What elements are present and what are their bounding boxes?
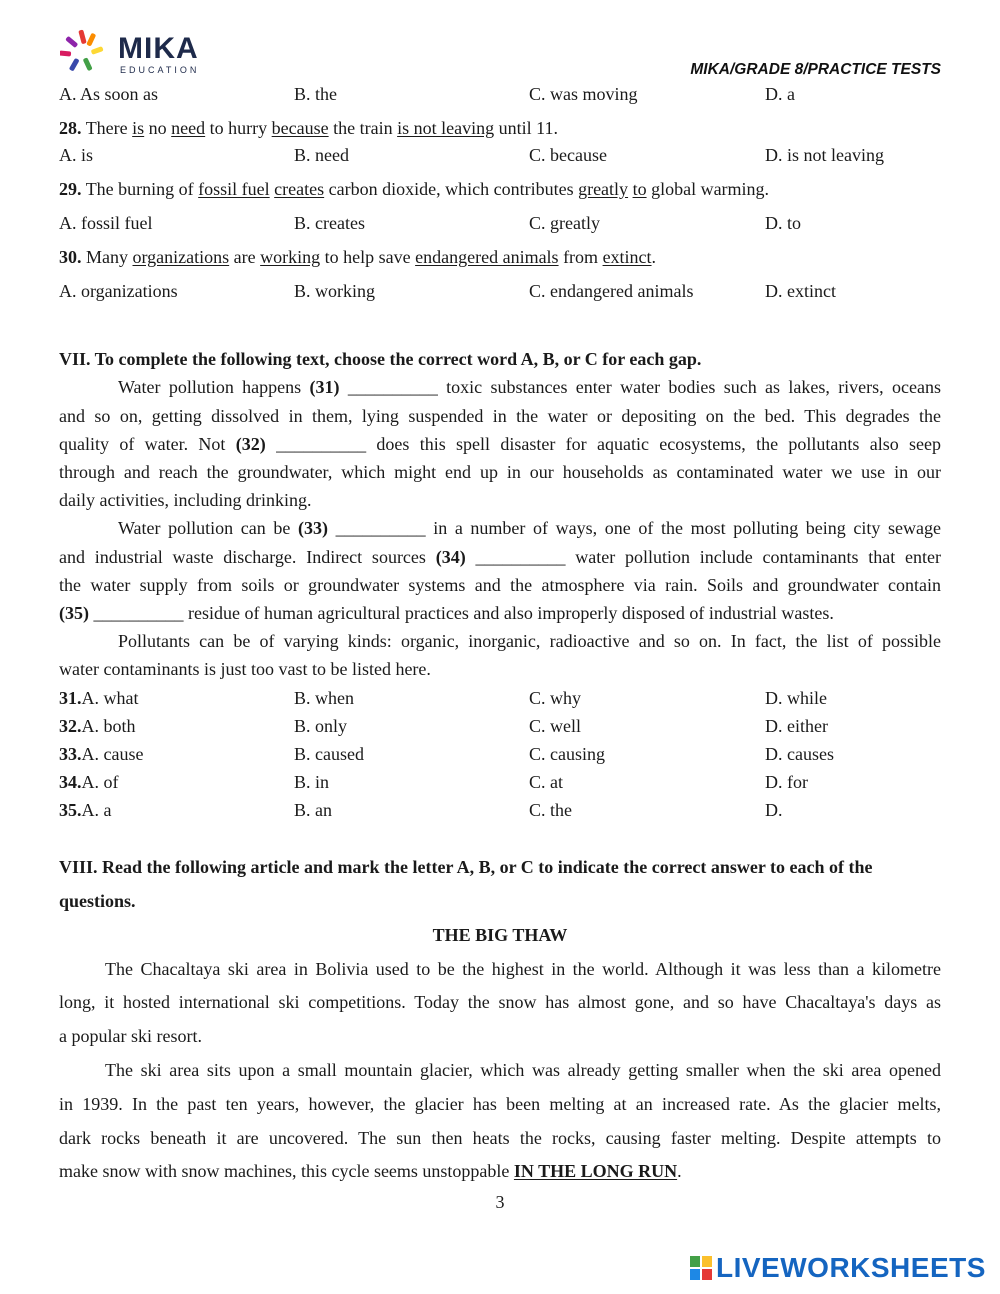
underlined: is not leaving xyxy=(397,118,495,138)
option: C. the xyxy=(529,800,572,820)
passage-line xyxy=(59,547,941,568)
passage-line xyxy=(59,518,941,539)
option: C. was moving xyxy=(529,84,638,104)
passage-line xyxy=(59,377,941,398)
text: . xyxy=(651,247,657,267)
option: B. caused xyxy=(294,744,364,764)
option: C. well xyxy=(529,716,581,736)
text: no xyxy=(144,118,172,138)
text: __________ in a number of ways, one of the most polluting being city sewage xyxy=(327,518,941,538)
section-8-heading-cont: questions. xyxy=(59,891,136,911)
underlined: is xyxy=(132,118,145,138)
option: B. an xyxy=(294,800,332,820)
passage-line xyxy=(59,603,834,624)
section-7-heading: VII. To complete the following text, choose the correct word A, B, or C for each gap. xyxy=(59,349,702,369)
q30-options xyxy=(59,281,949,305)
option: D. a xyxy=(765,84,795,104)
underlined: need xyxy=(171,118,206,138)
option: B. creates xyxy=(294,213,365,233)
option: D. for xyxy=(765,772,808,792)
option: A. organizations xyxy=(59,281,178,301)
question-30 xyxy=(59,247,656,268)
passage-line: Pollutants can be of varying kinds: organic, inorganic, radioactive and so on. In fact, the list of possible xyxy=(118,631,941,651)
option: B. need xyxy=(294,145,349,165)
text: __________ water pollution include contaminants that enter xyxy=(465,547,942,567)
gap-number: (32) xyxy=(235,434,266,454)
passage-line: and so on, getting dissolved in them, lying suspended in the water or depositing on the bed. This degrades the xyxy=(59,406,941,426)
option: A. what xyxy=(81,688,139,708)
option: D. xyxy=(765,800,783,820)
question-number: 28. xyxy=(59,118,82,138)
option: D. to xyxy=(765,213,801,233)
passage-line xyxy=(59,434,941,455)
text: make snow with snow machines, this cycle seems unstoppable xyxy=(59,1161,514,1181)
article-line: dark rocks beneath it are uncovered. The sun then heats the rocks, causing faster melting. Despite attempts to xyxy=(59,1128,941,1148)
q28-options xyxy=(59,145,949,169)
watermark-text: LIVEWORKSHEETS xyxy=(716,1252,986,1283)
emphasized-phrase: IN THE LONG RUN xyxy=(513,1161,678,1181)
passage-line: water contaminants is just too vast to be listed here. xyxy=(59,659,431,679)
underlined: greatly xyxy=(578,179,629,199)
text: . xyxy=(677,1161,682,1181)
brand-name: MIKA xyxy=(118,32,199,65)
option: A. As soon as xyxy=(59,84,159,104)
question-29 xyxy=(59,179,769,200)
question-number: 30. xyxy=(59,247,82,267)
question-number: 34. xyxy=(59,772,82,792)
question-number: 31. xyxy=(59,688,82,708)
underlined: working xyxy=(260,247,321,267)
brand-sub: EDUCATION xyxy=(120,65,200,75)
text: __________ residue of human agricultural practices and also improperly disposed of industrial wastes. xyxy=(89,603,834,623)
option: B. in xyxy=(294,772,330,792)
answer-row-33 xyxy=(59,744,949,768)
option: D. is not leaving xyxy=(765,145,884,165)
option: B. when xyxy=(294,688,354,708)
text: until 11. xyxy=(494,118,558,138)
text: to hurry xyxy=(205,118,272,138)
question-number: 33. xyxy=(59,744,82,764)
option: D. either xyxy=(765,716,828,736)
option: C. at xyxy=(529,772,563,792)
article-line: a popular ski resort. xyxy=(59,1026,202,1046)
header-title: MIKA/GRADE 8/PRACTICE TESTS xyxy=(690,61,941,78)
article-line: in 1939. In the past ten years, however, the glacier has been melting at an increased rate. As the glacier melts, xyxy=(59,1094,941,1114)
underlined: organizations xyxy=(132,247,230,267)
option: A. cause xyxy=(81,744,144,764)
option: C. because xyxy=(529,145,607,165)
option: C. why xyxy=(529,688,582,708)
gap-number: (33) xyxy=(297,518,328,538)
underlined: to xyxy=(632,179,647,199)
answer-row-32 xyxy=(59,716,949,740)
option: A. is xyxy=(59,145,94,165)
underlined: creates xyxy=(274,179,325,199)
option: A. of xyxy=(81,772,119,792)
text: to help save xyxy=(320,247,416,267)
q29-options xyxy=(59,213,949,237)
question-number: 35. xyxy=(59,800,82,820)
text: There xyxy=(85,118,133,138)
text: __________ toxic substances enter water bodies such as lakes, rivers, oceans xyxy=(339,377,941,397)
passage-line: daily activities, including drinking. xyxy=(59,490,312,510)
article-title: THE BIG THAW xyxy=(432,925,568,945)
article-line: The ski area sits upon a small mountain glacier, which was already getting smaller when the ski area opened xyxy=(105,1060,941,1080)
text: carbon dioxide, which contributes xyxy=(324,179,579,199)
answer-row-34 xyxy=(59,772,949,796)
page-number: 3 xyxy=(495,1192,505,1212)
underlined: endangered animals xyxy=(415,247,559,267)
option: D. while xyxy=(765,688,827,708)
text: Water pollution happens xyxy=(118,377,310,397)
text: Many xyxy=(86,247,133,267)
underlined: extinct xyxy=(602,247,652,267)
article-line: The Chacaltaya ski area in Bolivia used to be the highest in the world. Although it was less than a kilometre xyxy=(105,959,941,979)
option: C. causing xyxy=(529,744,605,764)
option: D. causes xyxy=(765,744,834,764)
answer-row-35 xyxy=(59,800,949,824)
mika-logo xyxy=(60,28,210,78)
option: D. extinct xyxy=(765,281,836,301)
article-line xyxy=(59,1161,682,1182)
option: C. endangered animals xyxy=(529,281,694,301)
option: A. a xyxy=(81,800,112,820)
option: A. fossil fuel xyxy=(59,213,153,233)
gap-number: (35) xyxy=(59,603,89,623)
mika-logo-icon xyxy=(60,28,108,76)
text: are xyxy=(229,247,261,267)
text: global warming. xyxy=(646,179,770,199)
section-8-heading: VIII. Read the following article and mark the letter A, B, or C to indicate the correct answer to each of the xyxy=(59,857,873,877)
text: The burning of xyxy=(85,179,199,199)
option: B. the xyxy=(294,84,337,104)
q27-options xyxy=(59,84,949,108)
passage-line: the water supply from soils or groundwater systems and the atmosphere via rain. Soils and groundwater contain xyxy=(59,575,941,595)
gap-number: (31) xyxy=(309,377,340,397)
article-line: long, it hosted international ski competitions. Today the snow has almost gone, and so have Chacaltaya's days as xyxy=(59,992,941,1012)
question-number: 32. xyxy=(59,716,82,736)
text: Water pollution can be xyxy=(118,518,298,538)
text: from xyxy=(558,247,603,267)
underlined: because xyxy=(271,118,329,138)
question-28 xyxy=(59,118,558,139)
text: __________ does this spell disaster for aquatic ecosystems, the pollutants also seep xyxy=(265,434,942,454)
option: B. only xyxy=(294,716,348,736)
option: C. greatly xyxy=(529,213,600,233)
underlined: fossil fuel xyxy=(198,179,270,199)
text: the train xyxy=(328,118,398,138)
question-number: 29. xyxy=(59,179,82,199)
option: A. both xyxy=(81,716,136,736)
liveworksheets-watermark xyxy=(690,1254,990,1284)
text: quality of water. Not xyxy=(59,434,236,454)
option: B. working xyxy=(294,281,375,301)
liveworksheets-logo-icon xyxy=(690,1256,712,1280)
gap-number: (34) xyxy=(435,547,466,567)
answer-row-31 xyxy=(59,688,949,712)
text: and industrial waste discharge. Indirect sources xyxy=(59,547,436,567)
passage-line: through and reach the groundwater, which might end up in our households as contaminated water we use in our xyxy=(59,462,941,482)
